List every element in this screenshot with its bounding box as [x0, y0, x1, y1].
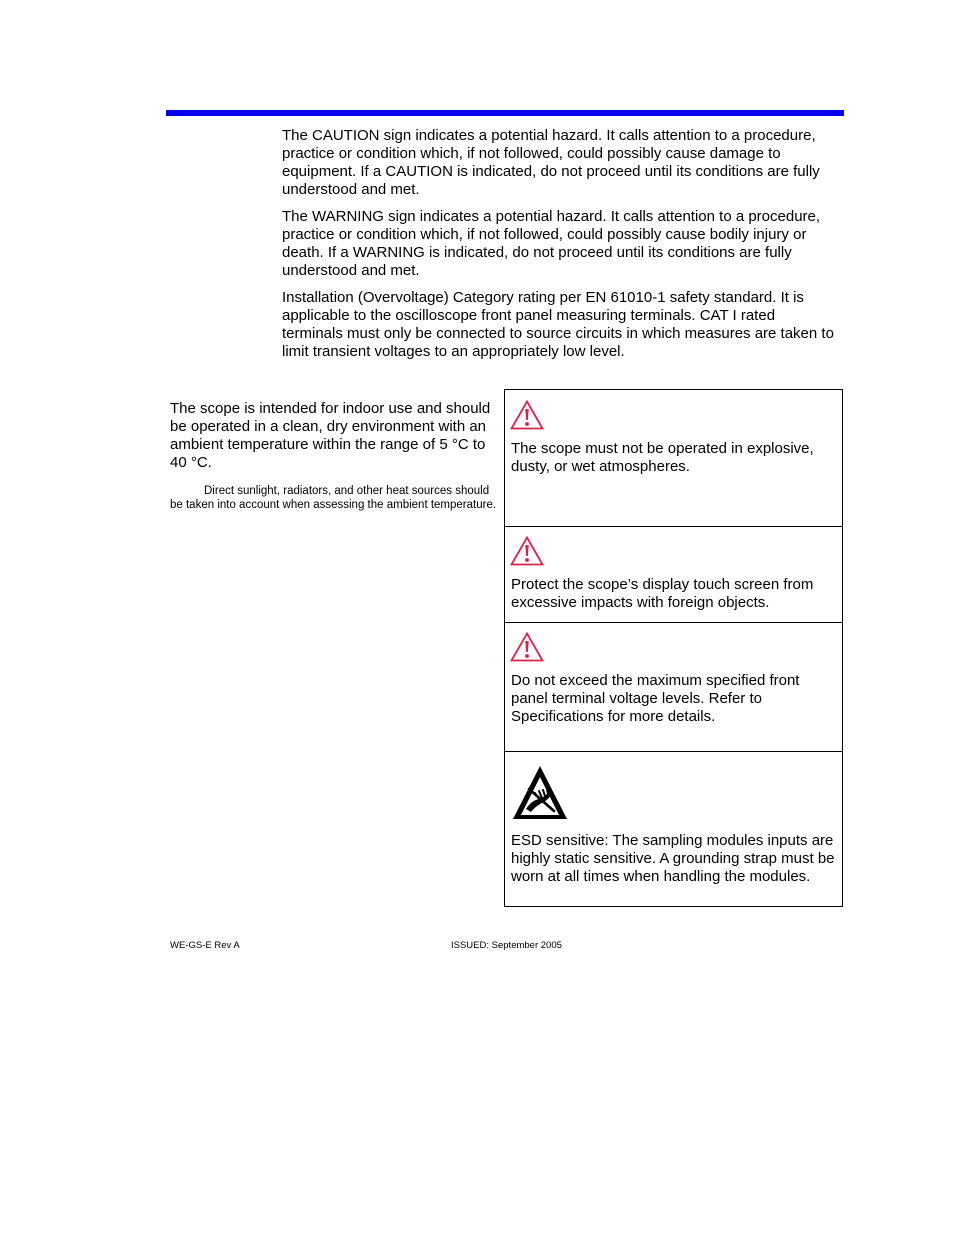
warning-definition: The WARNING sign indicates a potential hazard. It calls attention to a procedure, practice or condition which, if not followed, could possibly cause bodily injury or death. If a WARNING is indicated, do not proceed until its conditions are fully understood and met. — [282, 208, 821, 279]
notice-touch-screen — [505, 527, 842, 623]
caution-triangle-icon — [510, 632, 544, 667]
safety-notices-table — [504, 389, 843, 907]
caution-triangle-icon — [510, 400, 544, 435]
esd-sensitive-icon — [512, 765, 568, 826]
notice-text: ESD sensitive: The sampling modules inputs are highly static sensitive. A grounding strap must be worn at all times when handling the modules. — [511, 832, 835, 885]
caution-definition: The CAUTION sign indicates a potential hazard. It calls attention to a procedure, practice or condition which, if not followed, could possibly cause damage to equipment. If a CAUTION is indicated, do not proceed until its conditions are fully understood and met. — [282, 127, 820, 198]
notice-esd-sensitive — [505, 752, 842, 906]
operating-environment — [170, 400, 498, 512]
symbol-definitions — [282, 127, 834, 370]
notice-text: Do not exceed the maximum specified front panel terminal voltage levels. Refer to Specifications for more details. — [511, 672, 800, 725]
environment-note: Direct sunlight, radiators, and other heat sources should be taken into account when assessing the ambient temperature. — [170, 485, 497, 511]
notice-text: The scope must not be operated in explosive, dusty, or wet atmospheres. — [511, 440, 814, 475]
notice-text: Protect the scope’s display touch screen from excessive impacts with foreign objects. — [511, 576, 814, 611]
notice-terminal-voltage — [505, 623, 842, 752]
notice-explosive-atmospheres — [505, 390, 842, 527]
issue-date: ISSUED: September 2005 — [451, 940, 562, 951]
category-definition: Installation (Overvoltage) Category rating per EN 61010-1 safety standard. It is applicable to the oscilloscope front panel measuring terminals. CAT I rated terminals must only be connected to source circuits in which measures are taken to limit transient voltages to an appropriately low level. — [282, 289, 834, 360]
header-rule — [166, 110, 844, 116]
caution-triangle-icon — [510, 536, 544, 571]
document-revision: WE-GS-E Rev A — [170, 940, 240, 951]
environment-text: The scope is intended for indoor use and should be operated in a clean, dry environment with an ambient temperature within the range of 5 °C to 40 °C. — [170, 400, 491, 471]
